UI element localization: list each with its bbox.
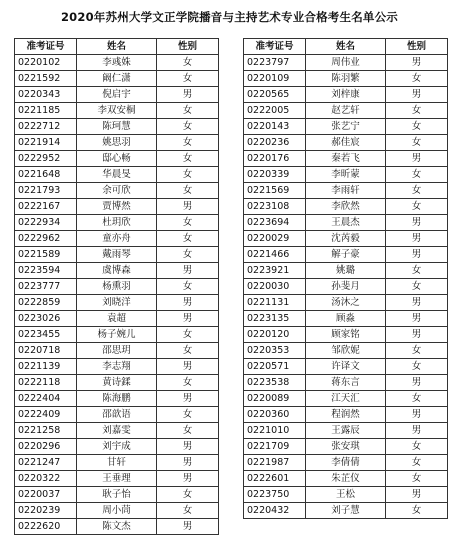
table-row — [15, 279, 219, 295]
name-cell: 蒋东言 — [306, 375, 386, 391]
exam-id-cell: 0222952 — [15, 151, 77, 167]
name-cell: 孙斐月 — [306, 279, 386, 295]
table-row — [15, 103, 219, 119]
exam-id-cell: 0220030 — [244, 279, 306, 295]
exam-id-cell: 0221010 — [244, 423, 306, 439]
exam-id-cell: 0220339 — [244, 167, 306, 183]
table-row — [15, 167, 219, 183]
gender-cell: 女 — [386, 103, 448, 119]
name-cell: 江天汇 — [306, 391, 386, 407]
table-row — [15, 391, 219, 407]
exam-id-cell: 0223455 — [15, 327, 77, 343]
gender-cell: 女 — [157, 103, 219, 119]
gender-cell: 男 — [157, 295, 219, 311]
exam-id-cell: 0221247 — [15, 455, 77, 471]
name-cell: 李倩倩 — [306, 455, 386, 471]
table-row — [15, 423, 219, 439]
gender-cell: 男 — [386, 247, 448, 263]
exam-id-cell: 0223921 — [244, 263, 306, 279]
name-cell: 陈珂慧 — [77, 119, 157, 135]
exam-id-cell: 0222712 — [15, 119, 77, 135]
exam-id-cell: 0221466 — [244, 247, 306, 263]
header-name: 姓名 — [306, 39, 386, 55]
table-row — [244, 343, 448, 359]
exam-id-cell: 0221592 — [15, 71, 77, 87]
table-row — [244, 199, 448, 215]
exam-id-cell: 0220236 — [244, 135, 306, 151]
exam-id-cell: 0220565 — [244, 87, 306, 103]
gender-cell: 女 — [157, 279, 219, 295]
exam-id-cell: 0220571 — [244, 359, 306, 375]
gender-cell: 男 — [386, 327, 448, 343]
table-row — [15, 311, 219, 327]
exam-id-cell: 0223797 — [244, 55, 306, 71]
gender-cell: 女 — [157, 375, 219, 391]
gender-cell: 女 — [386, 263, 448, 279]
table-row — [15, 439, 219, 455]
gender-cell: 女 — [157, 231, 219, 247]
name-cell: 陈羽繁 — [306, 71, 386, 87]
gender-cell: 男 — [157, 311, 219, 327]
table-row — [244, 87, 448, 103]
exam-id-cell: 0222409 — [15, 407, 77, 423]
name-cell: 华晨旻 — [77, 167, 157, 183]
table-row — [15, 455, 219, 471]
gender-cell: 男 — [157, 471, 219, 487]
gender-cell: 男 — [386, 487, 448, 503]
table-row — [15, 55, 219, 71]
exam-id-cell: 0223108 — [244, 199, 306, 215]
name-cell: 阚仁潇 — [77, 71, 157, 87]
exam-id-cell: 0223694 — [244, 215, 306, 231]
table-row — [15, 87, 219, 103]
table-row — [15, 199, 219, 215]
exam-id-cell: 0221648 — [15, 167, 77, 183]
exam-id-cell: 0223777 — [15, 279, 77, 295]
exam-id-cell: 0221709 — [244, 439, 306, 455]
exam-id-cell: 0222601 — [244, 471, 306, 487]
gender-cell: 女 — [157, 215, 219, 231]
table-body-right — [244, 55, 448, 519]
gender-cell: 女 — [157, 407, 219, 423]
name-cell: 朱芷仪 — [306, 471, 386, 487]
name-cell: 刘嘉雯 — [77, 423, 157, 439]
table-row — [15, 151, 219, 167]
table-row — [244, 135, 448, 151]
exam-id-cell: 0220143 — [244, 119, 306, 135]
name-cell: 耿子怡 — [77, 487, 157, 503]
exam-id-cell: 0221589 — [15, 247, 77, 263]
name-cell: 刘子慧 — [306, 503, 386, 519]
table-row — [244, 391, 448, 407]
name-cell: 李雨轩 — [306, 183, 386, 199]
exam-id-cell: 0221258 — [15, 423, 77, 439]
name-cell: 杨子婉儿 — [77, 327, 157, 343]
table-row — [244, 55, 448, 71]
table-row — [15, 215, 219, 231]
name-cell: 陈文杰 — [77, 519, 157, 535]
name-cell: 秦若飞 — [306, 151, 386, 167]
name-cell: 赵艺轩 — [306, 103, 386, 119]
gender-cell: 女 — [157, 343, 219, 359]
table-body-left — [15, 55, 219, 535]
table-row — [244, 375, 448, 391]
table-row — [15, 471, 219, 487]
table-row — [244, 471, 448, 487]
gender-cell: 女 — [157, 423, 219, 439]
gender-cell: 男 — [157, 391, 219, 407]
table-header-row — [15, 39, 219, 55]
table-row — [15, 327, 219, 343]
name-cell: 顾家铭 — [306, 327, 386, 343]
name-cell: 邹欣妮 — [306, 343, 386, 359]
exam-id-cell: 0220089 — [244, 391, 306, 407]
gender-cell: 男 — [386, 407, 448, 423]
name-cell: 姚璐 — [306, 263, 386, 279]
exam-id-cell: 0221914 — [15, 135, 77, 151]
name-cell: 程润然 — [306, 407, 386, 423]
exam-id-cell: 0221131 — [244, 295, 306, 311]
name-cell: 李双安桐 — [77, 103, 157, 119]
exam-id-cell: 0223026 — [15, 311, 77, 327]
gender-cell: 男 — [386, 87, 448, 103]
name-cell: 王松 — [306, 487, 386, 503]
gender-cell: 女 — [386, 135, 448, 151]
exam-id-cell: 0222934 — [15, 215, 77, 231]
table-row — [15, 135, 219, 151]
name-cell: 王晨杰 — [306, 215, 386, 231]
name-cell: 汤沐之 — [306, 295, 386, 311]
exam-id-cell: 0222962 — [15, 231, 77, 247]
table-row — [244, 279, 448, 295]
gender-cell: 男 — [386, 423, 448, 439]
exam-id-cell: 0223750 — [244, 487, 306, 503]
table-row — [15, 519, 219, 535]
exam-id-cell: 0220102 — [15, 55, 77, 71]
gender-cell: 女 — [386, 119, 448, 135]
header-exam-id: 准考证号 — [244, 39, 306, 55]
table-row — [244, 295, 448, 311]
gender-cell: 女 — [157, 327, 219, 343]
table-header-row — [244, 39, 448, 55]
header-gender: 性别 — [386, 39, 448, 55]
header-name: 姓名 — [77, 39, 157, 55]
table-row — [244, 151, 448, 167]
gender-cell: 女 — [386, 439, 448, 455]
table-row — [15, 263, 219, 279]
name-cell: 黄诗鍒 — [77, 375, 157, 391]
name-cell: 刘宇成 — [77, 439, 157, 455]
gender-cell: 男 — [157, 519, 219, 535]
gender-cell: 女 — [386, 343, 448, 359]
name-cell: 王露辰 — [306, 423, 386, 439]
name-cell: 倪启宇 — [77, 87, 157, 103]
exam-id-cell: 0222005 — [244, 103, 306, 119]
table-row — [244, 119, 448, 135]
name-cell: 许译文 — [306, 359, 386, 375]
gender-cell: 女 — [157, 151, 219, 167]
exam-id-cell: 0220432 — [244, 503, 306, 519]
gender-cell: 女 — [386, 167, 448, 183]
gender-cell: 女 — [386, 391, 448, 407]
exam-id-cell: 0223594 — [15, 263, 77, 279]
header-exam-id: 准考证号 — [15, 39, 77, 55]
table-row — [244, 215, 448, 231]
table-row — [15, 247, 219, 263]
name-cell: 郝佳宸 — [306, 135, 386, 151]
name-cell: 袁超 — [77, 311, 157, 327]
name-cell: 贾博然 — [77, 199, 157, 215]
name-cell: 陈海鹏 — [77, 391, 157, 407]
table-row — [15, 375, 219, 391]
name-cell: 解子豪 — [306, 247, 386, 263]
exam-id-cell: 0220037 — [15, 487, 77, 503]
gender-cell: 女 — [157, 503, 219, 519]
exam-id-cell: 0221569 — [244, 183, 306, 199]
name-cell: 王垂理 — [77, 471, 157, 487]
table-row — [244, 487, 448, 503]
gender-cell: 女 — [386, 503, 448, 519]
exam-id-cell: 0220120 — [244, 327, 306, 343]
table-row — [15, 343, 219, 359]
exam-id-cell: 0220296 — [15, 439, 77, 455]
gender-cell: 女 — [157, 487, 219, 503]
table-row — [244, 503, 448, 519]
gender-cell: 女 — [157, 71, 219, 87]
name-cell: 顾淼 — [306, 311, 386, 327]
table-row — [244, 167, 448, 183]
table-row — [15, 487, 219, 503]
table-row — [244, 407, 448, 423]
gender-cell: 女 — [157, 167, 219, 183]
gender-cell: 男 — [157, 439, 219, 455]
gender-cell: 男 — [386, 231, 448, 247]
gender-cell: 男 — [157, 359, 219, 375]
name-cell: 张艺宁 — [306, 119, 386, 135]
table-row — [15, 295, 219, 311]
exam-id-cell: 0221793 — [15, 183, 77, 199]
name-cell: 邸心畅 — [77, 151, 157, 167]
gender-cell: 女 — [386, 71, 448, 87]
name-cell: 姚思羽 — [77, 135, 157, 151]
gender-cell: 男 — [157, 455, 219, 471]
gender-cell: 女 — [386, 183, 448, 199]
gender-cell: 女 — [386, 455, 448, 471]
table-row — [244, 439, 448, 455]
name-cell: 邵歆语 — [77, 407, 157, 423]
exam-id-cell: 0220109 — [244, 71, 306, 87]
exam-id-cell: 0220176 — [244, 151, 306, 167]
table-row — [244, 263, 448, 279]
name-cell: 沈芮毅 — [306, 231, 386, 247]
table-row — [15, 71, 219, 87]
exam-id-cell: 0222404 — [15, 391, 77, 407]
name-cell: 余可欣 — [77, 183, 157, 199]
candidate-table-right — [243, 38, 448, 519]
name-cell: 张安琪 — [306, 439, 386, 455]
name-cell: 李彧姝 — [77, 55, 157, 71]
page-title: 2020年苏州大学文正学院播音与主持艺术专业合格考生名单公示 — [60, 10, 398, 24]
gender-cell: 女 — [157, 55, 219, 71]
exam-id-cell: 0222167 — [15, 199, 77, 215]
candidate-table-left — [14, 38, 219, 535]
exam-id-cell: 0223538 — [244, 375, 306, 391]
name-cell: 李欣然 — [306, 199, 386, 215]
name-cell: 刘晓洋 — [77, 295, 157, 311]
exam-id-cell: 0220353 — [244, 343, 306, 359]
exam-id-cell: 0220029 — [244, 231, 306, 247]
table-row — [15, 183, 219, 199]
name-cell: 童亦舟 — [77, 231, 157, 247]
table-row — [244, 231, 448, 247]
table-row — [244, 247, 448, 263]
exam-id-cell: 0221139 — [15, 359, 77, 375]
table-row — [244, 359, 448, 375]
gender-cell: 女 — [386, 359, 448, 375]
name-cell: 刘梓康 — [306, 87, 386, 103]
gender-cell: 女 — [157, 183, 219, 199]
gender-cell: 女 — [386, 279, 448, 295]
exam-id-cell: 0220718 — [15, 343, 77, 359]
table-row — [244, 103, 448, 119]
name-cell: 周小茼 — [77, 503, 157, 519]
exam-id-cell: 0220322 — [15, 471, 77, 487]
name-cell: 虞博森 — [77, 263, 157, 279]
table-row — [244, 423, 448, 439]
gender-cell: 女 — [157, 247, 219, 263]
gender-cell: 男 — [386, 151, 448, 167]
gender-cell: 男 — [386, 215, 448, 231]
exam-id-cell: 0220360 — [244, 407, 306, 423]
name-cell: 杜玥欣 — [77, 215, 157, 231]
gender-cell: 女 — [386, 471, 448, 487]
exam-id-cell: 0222859 — [15, 295, 77, 311]
table-row — [244, 311, 448, 327]
name-cell: 李志翔 — [77, 359, 157, 375]
exam-id-cell: 0221185 — [15, 103, 77, 119]
gender-cell: 男 — [157, 263, 219, 279]
exam-id-cell: 0221987 — [244, 455, 306, 471]
exam-id-cell: 0222118 — [15, 375, 77, 391]
name-cell: 杨熏羽 — [77, 279, 157, 295]
gender-cell: 男 — [386, 295, 448, 311]
table-row — [244, 71, 448, 87]
name-cell: 邵思玥 — [77, 343, 157, 359]
name-cell: 周伟业 — [306, 55, 386, 71]
name-cell: 李昕蒙 — [306, 167, 386, 183]
name-cell: 戴雨琴 — [77, 247, 157, 263]
gender-cell: 男 — [386, 311, 448, 327]
table-row — [15, 359, 219, 375]
table-row — [15, 503, 219, 519]
gender-cell: 男 — [157, 199, 219, 215]
exam-id-cell: 0220343 — [15, 87, 77, 103]
gender-cell: 男 — [386, 375, 448, 391]
table-row — [244, 327, 448, 343]
gender-cell: 男 — [386, 55, 448, 71]
gender-cell: 女 — [386, 199, 448, 215]
exam-id-cell: 0220239 — [15, 503, 77, 519]
table-row — [15, 231, 219, 247]
gender-cell: 男 — [157, 87, 219, 103]
table-row — [244, 455, 448, 471]
table-row — [15, 119, 219, 135]
gender-cell: 女 — [157, 135, 219, 151]
table-row — [15, 407, 219, 423]
exam-id-cell: 0223135 — [244, 311, 306, 327]
name-cell: 甘轩 — [77, 455, 157, 471]
header-gender: 性别 — [157, 39, 219, 55]
exam-id-cell: 0222620 — [15, 519, 77, 535]
table-row — [244, 183, 448, 199]
gender-cell: 女 — [157, 119, 219, 135]
